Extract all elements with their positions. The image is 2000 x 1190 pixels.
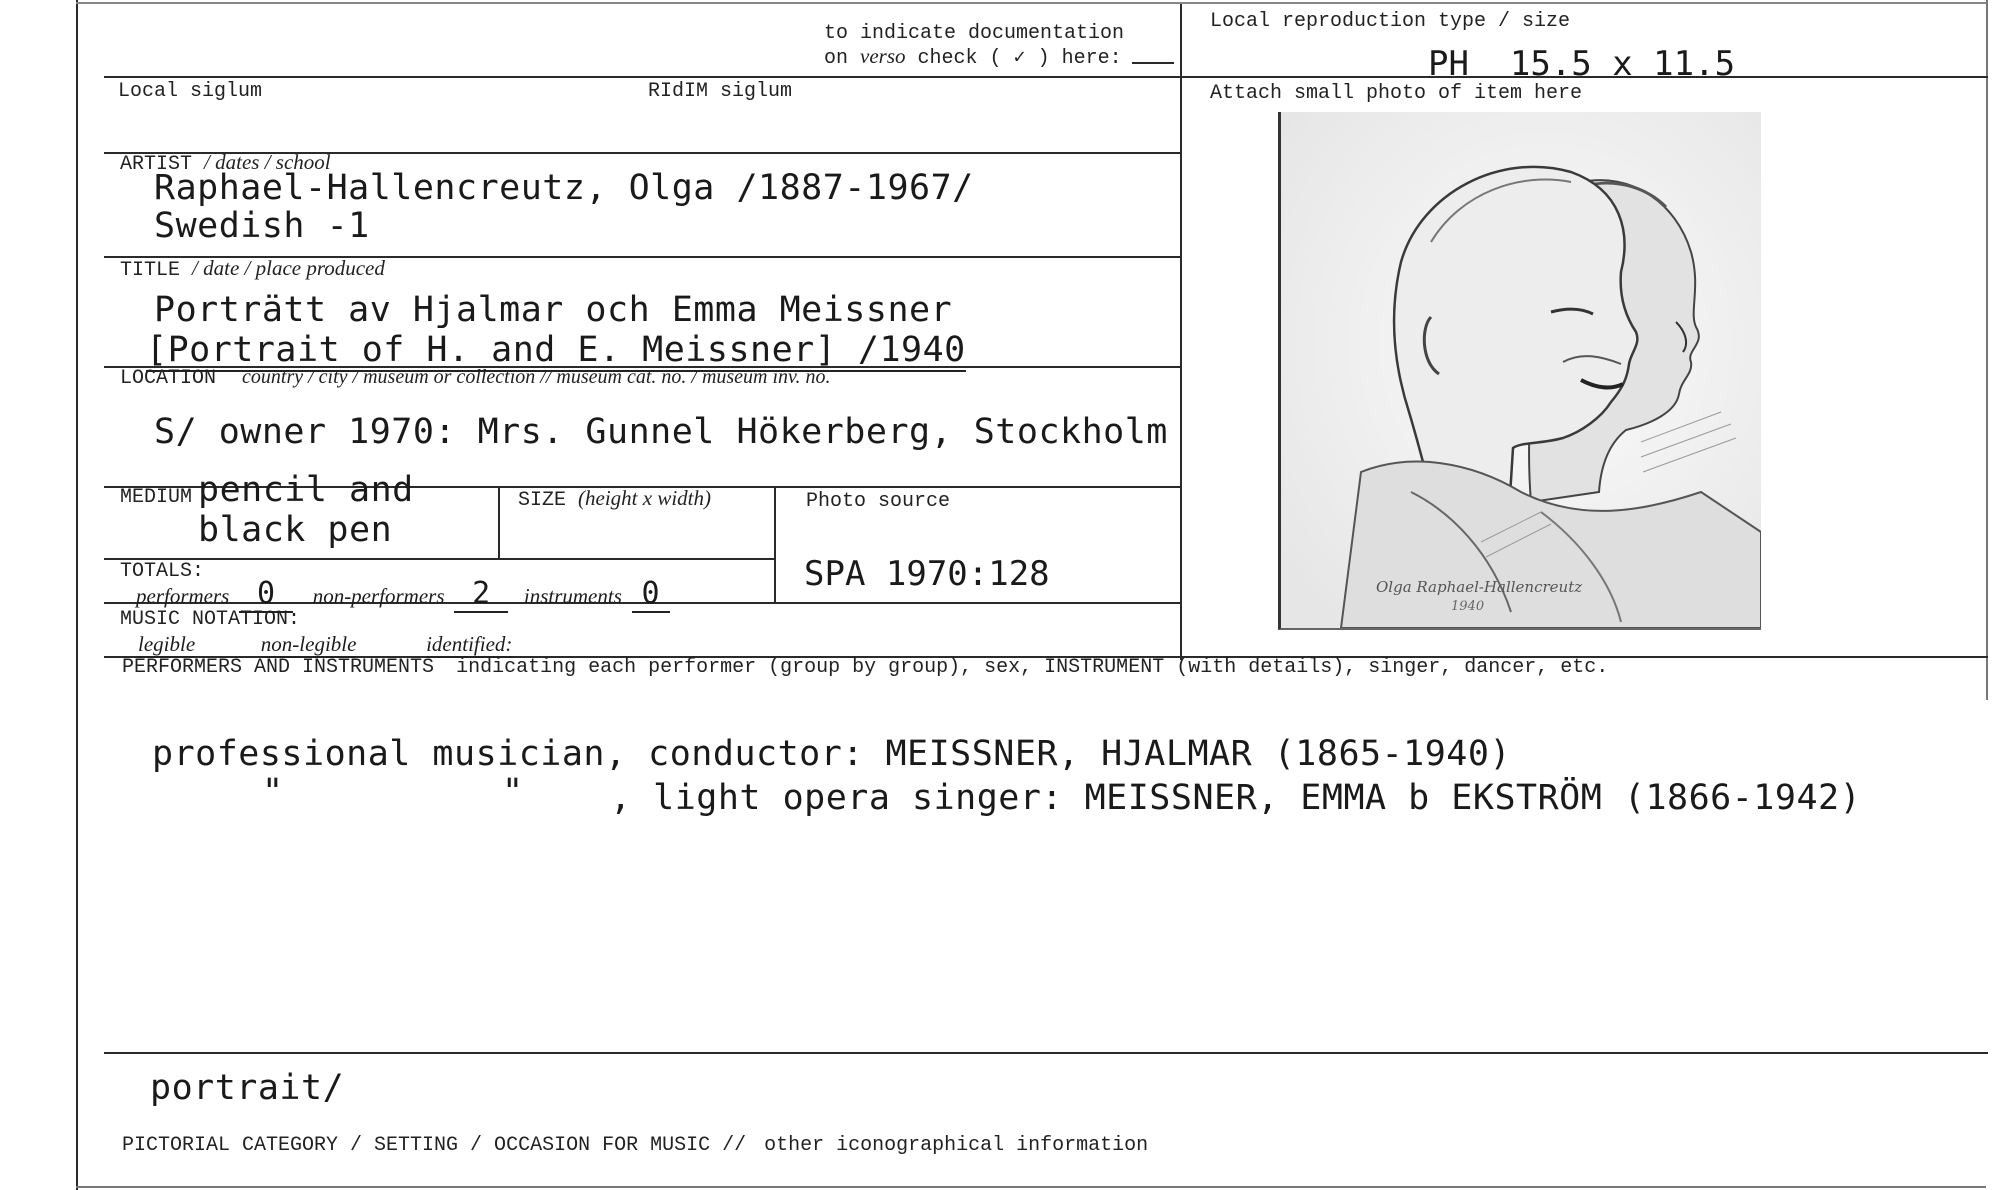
artist-line1: Raphael-Hallencreutz, Olga /1887-1967/ [154,168,974,208]
non-performers-label: non-performers [312,584,445,608]
notation-non-legible: non-legible [260,632,357,656]
doc-note-prefix: on [824,47,861,70]
portrait-signature-year: 1940 [1451,599,1485,614]
category-label [122,1134,1148,1157]
rule-size-box [104,558,776,560]
performers-label [122,656,1608,679]
divider-size-source [774,486,776,602]
medium-line2: black pen [198,510,393,550]
performers-label-text: PERFORMERS AND INSTRUMENTS [122,656,435,679]
category-value: portrait/ [150,1068,345,1108]
doc-note-line1: to indicate documentation [824,22,1125,45]
location-value: S/ owner 1970: Mrs. Gunnel Hökerberg, Stockholm [154,412,1168,452]
size-label-text: SIZE [518,489,567,512]
notation-row [138,632,512,657]
divider-medium-size [498,486,500,558]
totals-row [136,576,670,611]
category-label-text: PICTORIAL CATEGORY / SETTING / OCCASION FOR MUSIC // [122,1134,747,1157]
local-siglum-label: Local siglum [118,80,263,103]
medium-label: MEDIUM [120,486,193,509]
performers-ditto1: " [262,772,284,812]
notation-identified: identified: [426,632,513,656]
size-label [518,486,711,512]
artist-label-sub: / dates / school [204,150,331,174]
portrait-signature: Olga Raphael-Hallencreutz [1376,578,1583,596]
portrait-photo [1278,112,1761,630]
performers-ditto2: " [502,772,524,812]
divider-vertical-main [1180,4,1182,660]
photo-source-value: SPA 1970:128 [804,554,1050,594]
location-label-sub: country / city / museum or collection // museum cat. no. / museum inv. no. [242,366,831,388]
card-border-bottom [76,1186,1986,1188]
non-performers-value: 2 [454,576,508,613]
performers-label: performers [136,584,230,608]
verso-check-blank [1132,62,1174,64]
size-label-sub: (height x width) [578,486,712,510]
card-border-right [1986,0,1988,700]
ridim-siglum-label: RIdIM siglum [648,80,793,103]
artist-label-text: ARTIST [120,153,193,176]
notation-label: MUSIC NOTATION: [120,608,301,631]
repro-label: Local reproduction type / size [1210,10,1571,33]
location-label [120,366,830,390]
performers-value: 0 [239,576,293,613]
performers-label-sub: indicating each performer (group by group), sex, INSTRUMENT (with details), singer, dancer, etc. [456,656,1609,679]
doc-note-verso: verso [860,44,906,68]
card-border-left [76,0,78,1190]
doc-note-suffix: check ( ✓ ) here: [905,47,1122,70]
notation-legible: legible [138,632,196,656]
rule-category [104,1052,1988,1054]
title-label-text: TITLE [120,259,181,282]
repro-value: PH 15.5 x 11.5 [1428,44,1736,84]
doc-note-line2 [824,44,1122,70]
instruments-label: instruments [523,584,622,608]
portrait-drawing-image [1281,112,1761,628]
photo-attach-label: Attach small photo of item here [1210,82,1583,105]
category-label-sub: other iconographical information [764,1134,1149,1157]
title-label [120,256,385,282]
photo-source-label: Photo source [806,490,951,513]
card-border-top [76,2,1986,4]
artist-line2: Swedish -1 [154,206,370,246]
performers-line2: , light opera singer: MEISSNER, EMMA b EKSTRÖM (1866-1942) [610,778,1862,818]
totals-label: TOTALS: [120,560,205,583]
medium-line1: pencil and [198,470,414,510]
instruments-value: 0 [632,576,670,613]
performers-line1: professional musician, conductor: MEISSNER, HJALMAR (1865-1940) [152,734,1512,774]
title-label-sub: / date / place produced [192,256,385,280]
location-label-text: LOCATION [120,367,217,390]
title-line2: [Portrait of H. and E. Meissner] /1940 [146,330,966,370]
title-line1: Porträtt av Hjalmar och Emma Meissner [154,290,953,330]
